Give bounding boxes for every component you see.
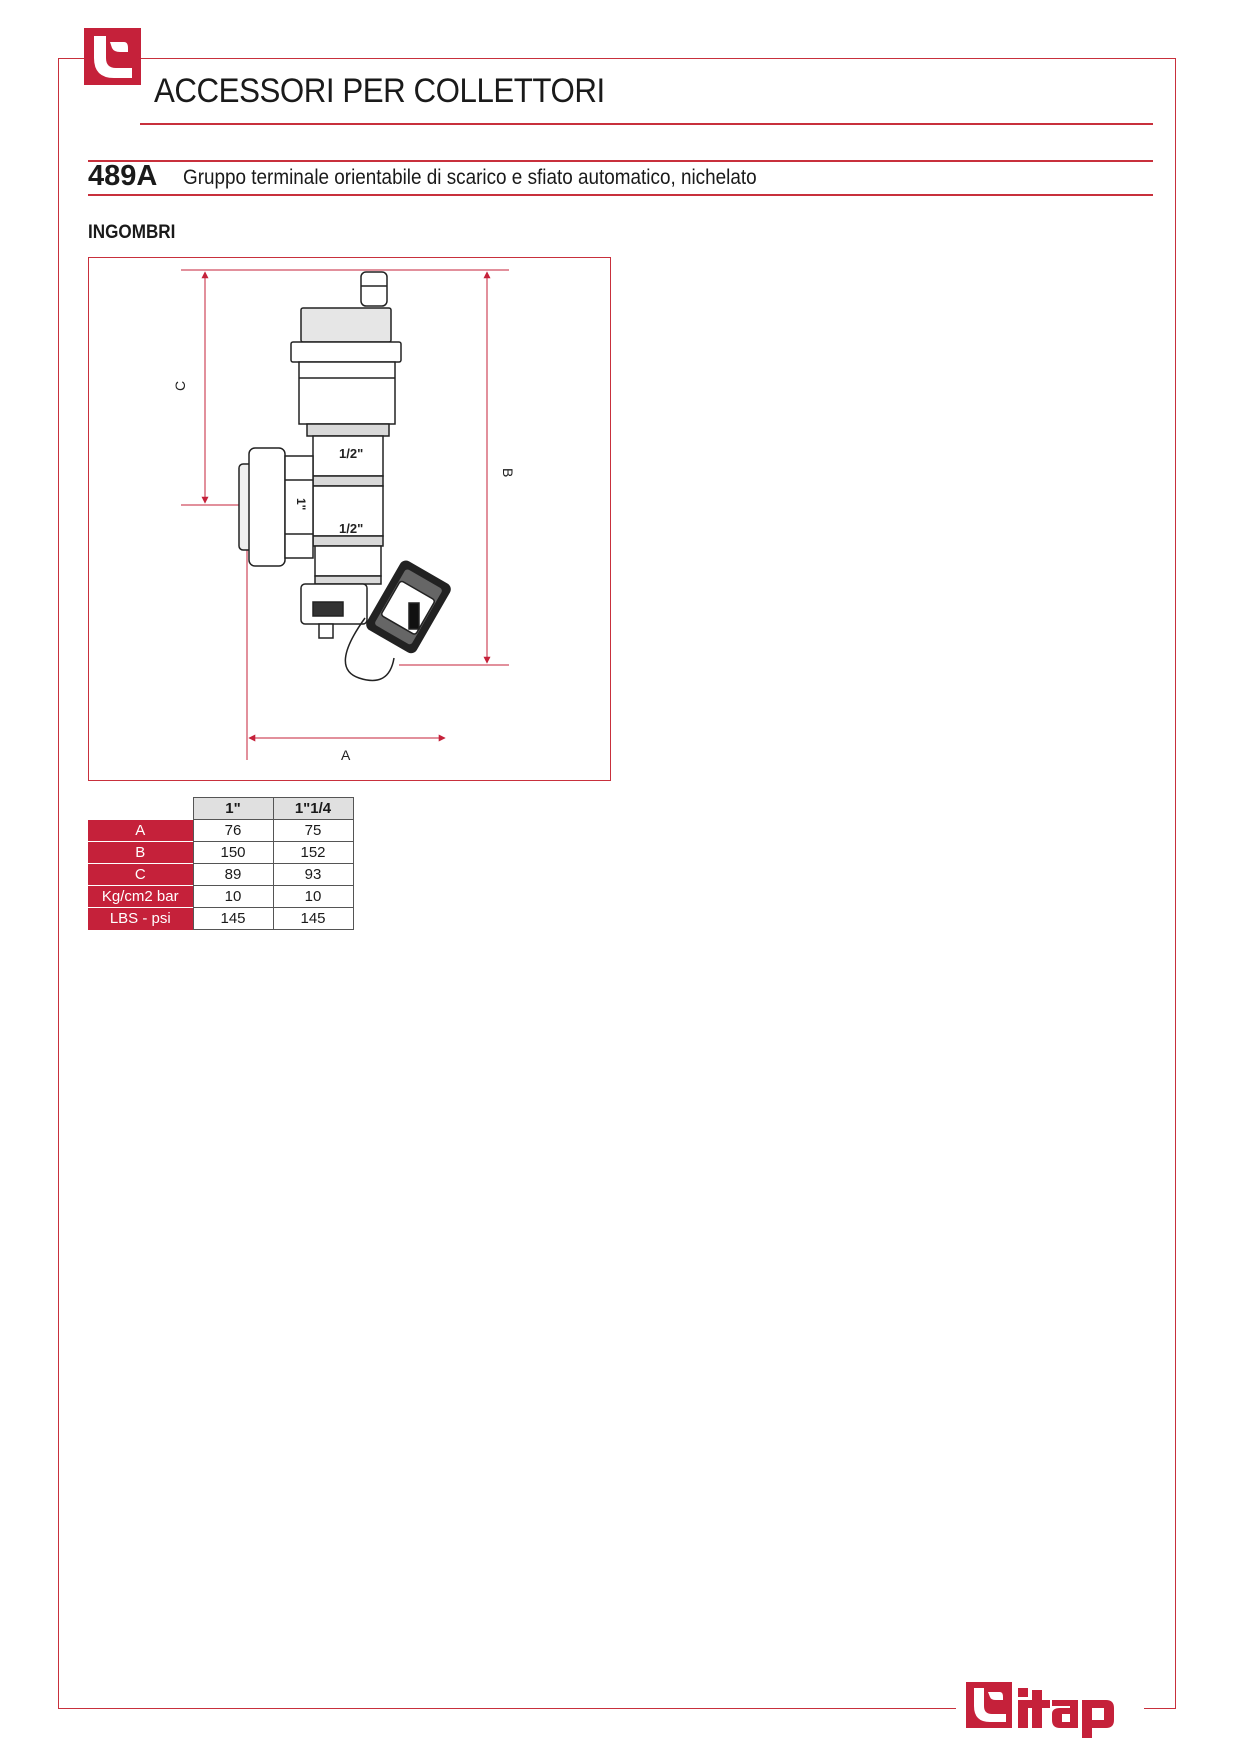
column-header: 1"1/4 xyxy=(273,798,353,820)
dimensions-heading: INGOMBRI xyxy=(88,222,176,243)
row-label: B xyxy=(88,842,193,864)
table-cell: 145 xyxy=(193,908,273,930)
table-cell: 150 xyxy=(193,842,273,864)
table-row xyxy=(88,908,353,930)
product-rule-bottom xyxy=(88,194,1153,196)
table-row xyxy=(88,864,353,886)
table-row xyxy=(88,820,353,842)
dimension-label-c: C xyxy=(172,380,188,391)
air-vent-body xyxy=(239,272,452,681)
brand-mark-logo xyxy=(84,28,141,85)
dimension-label-a: A xyxy=(341,747,351,763)
row-label: LBS - psi xyxy=(88,908,193,930)
header-rule xyxy=(140,123,1153,125)
row-label: C xyxy=(88,864,193,886)
row-label: A xyxy=(88,820,193,842)
dimension-label-b: B xyxy=(500,468,516,478)
section-title: ACCESSORI PER COLLETTORI xyxy=(154,72,605,110)
marking-side: 1" xyxy=(294,498,308,511)
product-rule-top xyxy=(88,160,1153,162)
dimension-drawing xyxy=(88,257,611,781)
column-header: 1" xyxy=(193,798,273,820)
table-row xyxy=(88,886,353,908)
spec-table xyxy=(88,797,354,930)
marking-bottom: 1/2" xyxy=(339,521,364,536)
itap-logo xyxy=(966,1678,1138,1742)
table-cell: 76 xyxy=(193,820,273,842)
table-cell: 75 xyxy=(273,820,353,842)
table-cell: 152 xyxy=(273,842,353,864)
row-label: Kg/cm2 bar xyxy=(88,886,193,908)
product-code: 489A xyxy=(88,160,158,192)
table-row xyxy=(88,842,353,864)
marking-top: 1/2" xyxy=(339,446,364,461)
product-description: Gruppo terminale orientabile di scarico e sfiato automatico, nichelato xyxy=(183,166,757,189)
spec-table-header xyxy=(88,798,353,820)
table-cell: 10 xyxy=(273,886,353,908)
table-cell: 89 xyxy=(193,864,273,886)
table-cell: 93 xyxy=(273,864,353,886)
table-cell: 10 xyxy=(193,886,273,908)
table-cell: 145 xyxy=(273,908,353,930)
